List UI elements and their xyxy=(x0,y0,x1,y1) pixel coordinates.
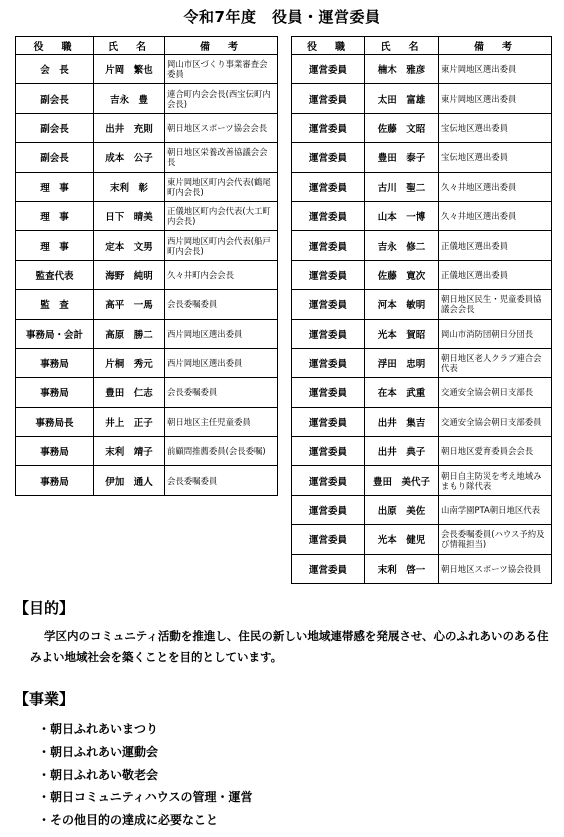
name-cell: 末利 靖子 xyxy=(94,437,165,466)
name-cell: 成本 公子 xyxy=(94,143,165,172)
table-row xyxy=(16,290,278,319)
table-row xyxy=(292,378,552,407)
table-row xyxy=(16,466,278,495)
page-title: 令和7年度 役員・運営委員 xyxy=(183,8,381,26)
table-row xyxy=(16,55,278,84)
note-cell: 東片岡地区町内会代表(鶴尾町内会長) xyxy=(165,172,278,201)
role-cell: 会 長 xyxy=(16,55,94,84)
note-cell: 西片岡地区選出委員 xyxy=(165,319,278,348)
role-cell: 運営委員 xyxy=(292,260,365,289)
role-cell: 理 事 xyxy=(16,231,94,260)
table-row xyxy=(292,231,552,260)
table-row xyxy=(292,319,552,348)
note-cell: 正儀地区選出委員 xyxy=(439,231,552,260)
list-item: ・朝日ふれあい運動会 xyxy=(38,744,159,759)
name-cell: 山本 一博 xyxy=(365,201,439,230)
note-cell: 朝日地区栄養改善協議会会長 xyxy=(165,143,278,172)
role-cell: 理 事 xyxy=(16,172,94,201)
table-row xyxy=(292,525,552,554)
table-row xyxy=(292,143,552,172)
table-header-row xyxy=(292,37,552,55)
officers-table xyxy=(15,36,278,496)
note-cell: 朝日地区愛育委員会会長 xyxy=(439,437,552,466)
note-cell: 連合町内会会長(西宝伝町内会長) xyxy=(165,84,278,113)
list-item: ・その他目的の達成に必要なこと xyxy=(38,813,219,828)
name-cell: 定本 文男 xyxy=(94,231,165,260)
name-cell: 佐藤 文昭 xyxy=(365,113,439,142)
role-cell: 運営委員 xyxy=(292,201,365,230)
table-row xyxy=(292,260,552,289)
name-cell: 浮田 忠明 xyxy=(365,348,439,377)
note-cell: 岡山市消防団朝日分団長 xyxy=(439,319,552,348)
role-cell: 運営委員 xyxy=(292,437,365,466)
table-row xyxy=(16,407,278,436)
table-row xyxy=(16,348,278,377)
note-cell: 朝日地区民生・児童委員協議会会長 xyxy=(439,290,552,319)
name-cell: 豊田 仁志 xyxy=(94,378,165,407)
role-cell: 運営委員 xyxy=(292,554,365,583)
header-name: 氏 名 xyxy=(365,37,439,55)
header-role: 役 職 xyxy=(292,37,365,55)
name-cell: 太田 富雄 xyxy=(365,84,439,113)
note-cell: 朝日地区老人クラブ連合会代表 xyxy=(439,348,552,377)
note-cell: 岡山市区づくり事業審査会委員 xyxy=(165,55,278,84)
committee-table-body xyxy=(292,55,552,584)
table-row xyxy=(292,348,552,377)
role-cell: 運営委員 xyxy=(292,172,365,201)
role-cell: 運営委員 xyxy=(292,348,365,377)
header-note: 備 考 xyxy=(165,37,278,55)
table-row xyxy=(292,437,552,466)
business-list xyxy=(38,718,252,832)
role-cell: 運営委員 xyxy=(292,466,365,495)
table-row xyxy=(292,201,552,230)
role-cell: 運営委員 xyxy=(292,495,365,524)
name-cell: 高原 勝二 xyxy=(94,319,165,348)
note-cell: 前顧問推薦委員(会長委嘱) xyxy=(165,437,278,466)
name-cell: 井上 正子 xyxy=(94,407,165,436)
role-cell: 事務局長 xyxy=(16,407,94,436)
name-cell: 光本 賀昭 xyxy=(365,319,439,348)
name-cell: 古川 聖二 xyxy=(365,172,439,201)
table-row xyxy=(292,407,552,436)
name-cell: 高平 一馬 xyxy=(94,290,165,319)
table-row xyxy=(16,172,278,201)
note-cell: 東片岡地区選出委員 xyxy=(439,84,552,113)
name-cell: 佐藤 寛次 xyxy=(365,260,439,289)
name-cell: 豊田 美代子 xyxy=(365,466,439,495)
name-cell: 出井 集吉 xyxy=(365,407,439,436)
list-item: ・朝日ふれあい敬老会 xyxy=(38,767,159,782)
note-cell: 朝日自主防災を考え地域みまもり隊代表 xyxy=(439,466,552,495)
table-row xyxy=(16,143,278,172)
note-cell: 会長委嘱委員 xyxy=(165,466,278,495)
note-cell: 東片岡地区選出委員 xyxy=(439,55,552,84)
note-cell: 会長委嘱委員 xyxy=(165,378,278,407)
note-cell: 西片岡地区選出委員 xyxy=(165,348,278,377)
role-cell: 副会長 xyxy=(16,84,94,113)
role-cell: 運営委員 xyxy=(292,407,365,436)
name-cell: 出原 美佐 xyxy=(365,495,439,524)
role-cell: 運営委員 xyxy=(292,290,365,319)
table-row xyxy=(16,201,278,230)
role-cell: 運営委員 xyxy=(292,319,365,348)
note-cell: 久々井地区選出委員 xyxy=(439,201,552,230)
header-role: 役 職 xyxy=(16,37,94,55)
note-cell: 宝伝地区選出委員 xyxy=(439,143,552,172)
table-row xyxy=(292,84,552,113)
role-cell: 運営委員 xyxy=(292,525,365,554)
table-row xyxy=(292,113,552,142)
note-cell: 久々井町内会会長 xyxy=(165,260,278,289)
table-row xyxy=(16,378,278,407)
name-cell: 光本 健児 xyxy=(365,525,439,554)
purpose-heading: 【目的】 xyxy=(14,599,75,617)
name-cell: 河本 敏明 xyxy=(365,290,439,319)
note-cell: 交通安全協会朝日支部委員 xyxy=(439,407,552,436)
role-cell: 監査代表 xyxy=(16,260,94,289)
table-row xyxy=(292,554,552,583)
role-cell: 運営委員 xyxy=(292,143,365,172)
name-cell: 末利 彰 xyxy=(94,172,165,201)
note-cell: 会長委嘱委員(ハウス予約及び情報担当) xyxy=(439,525,552,554)
name-cell: 吉永 修二 xyxy=(365,231,439,260)
name-cell: 豊田 泰子 xyxy=(365,143,439,172)
table-row xyxy=(292,55,552,84)
note-cell: 会長委嘱委員 xyxy=(165,290,278,319)
name-cell: 出井 典子 xyxy=(365,437,439,466)
role-cell: 事務局 xyxy=(16,378,94,407)
header-name: 氏 名 xyxy=(94,37,165,55)
note-cell: 交通安全協会朝日支部長 xyxy=(439,378,552,407)
role-cell: 事務局・会計 xyxy=(16,319,94,348)
table-row xyxy=(16,260,278,289)
purpose-text: 学区内のコミュニティ活動を推進し、住民の新しい地域連帯感を発展させ、心のふれあいのある住みよい地域社会を築くことを目的としています。 xyxy=(30,629,549,664)
table-header-row xyxy=(16,37,278,55)
name-cell: 日下 晴美 xyxy=(94,201,165,230)
name-cell: 片桐 秀元 xyxy=(94,348,165,377)
business-heading: 【事業】 xyxy=(14,690,75,708)
committee-table xyxy=(291,36,552,584)
table-row xyxy=(16,231,278,260)
note-cell: 西片岡地区町内会代表(船戸町内会長) xyxy=(165,231,278,260)
role-cell: 運営委員 xyxy=(292,113,365,142)
name-cell: 在本 武重 xyxy=(365,378,439,407)
name-cell: 伊加 通人 xyxy=(94,466,165,495)
table-row xyxy=(292,495,552,524)
role-cell: 運営委員 xyxy=(292,55,365,84)
table-row xyxy=(16,319,278,348)
role-cell: 運営委員 xyxy=(292,378,365,407)
role-cell: 事務局 xyxy=(16,437,94,466)
role-cell: 事務局 xyxy=(16,466,94,495)
name-cell: 末利 啓一 xyxy=(365,554,439,583)
note-cell: 宝伝地区選出委員 xyxy=(439,113,552,142)
table-row xyxy=(292,290,552,319)
name-cell: 片岡 繁也 xyxy=(94,55,165,84)
note-cell: 久々井地区選出委員 xyxy=(439,172,552,201)
table-row xyxy=(16,84,278,113)
note-cell: 朝日地区スポーツ協会役員 xyxy=(439,554,552,583)
header-note: 備 考 xyxy=(439,37,552,55)
list-item: ・朝日ふれあいまつり xyxy=(38,722,159,736)
role-cell: 副会長 xyxy=(16,113,94,142)
name-cell: 吉永 豊 xyxy=(94,84,165,113)
role-cell: 監 査 xyxy=(16,290,94,319)
note-cell: 山南学園PTA朝日地区代表 xyxy=(439,495,552,524)
role-cell: 事務局 xyxy=(16,348,94,377)
role-cell: 運営委員 xyxy=(292,84,365,113)
note-cell: 正儀地区町内会代表(大工町内会長) xyxy=(165,201,278,230)
officers-table-body xyxy=(16,55,278,496)
role-cell: 副会長 xyxy=(16,143,94,172)
name-cell: 出井 充則 xyxy=(94,113,165,142)
table-row xyxy=(16,437,278,466)
list-item: ・朝日コミュニティハウスの管理・運営 xyxy=(38,790,253,805)
role-cell: 理 事 xyxy=(16,201,94,230)
role-cell: 運営委員 xyxy=(292,231,365,260)
table-row xyxy=(292,172,552,201)
name-cell: 海野 純明 xyxy=(94,260,165,289)
note-cell: 正儀地区選出委員 xyxy=(439,260,552,289)
table-row xyxy=(292,466,552,495)
note-cell: 朝日地区主任児童委員 xyxy=(165,407,278,436)
note-cell: 朝日地区スポーツ協会会長 xyxy=(165,113,278,142)
table-row xyxy=(16,113,278,142)
name-cell: 楠木 雅彦 xyxy=(365,55,439,84)
